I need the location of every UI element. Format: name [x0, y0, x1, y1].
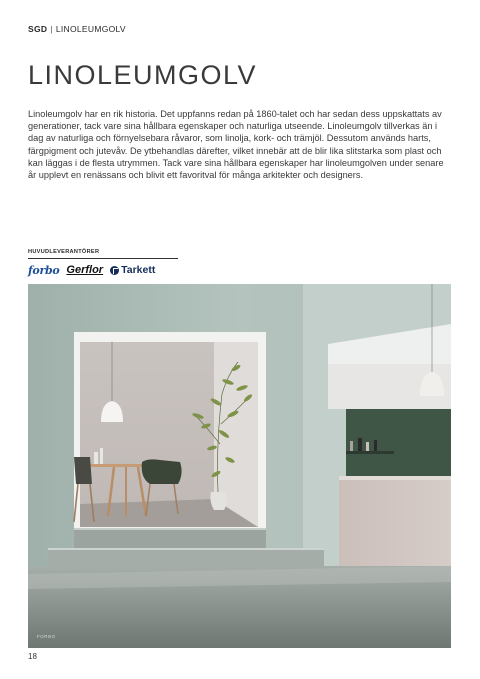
supplier-logos [28, 262, 155, 278]
photo-credit: FORBO [37, 634, 56, 639]
page-number: 18 [28, 652, 37, 661]
tarkett-logo-text: Tarkett [121, 264, 156, 276]
intro-paragraph: Linoleumgolv har en rik historia. Det uppfanns redan på 1860-talet och har sedan dess uppskattats av generationer, tack vare sina hållbara egenskaper och naturliga utseende. Linoleumgolv tillverkas än i dag av naturliga och förnyelsebara råvaror, som linolja, kork- och trämjöl. Dessutom används harts, färgpigment och jutevåv. De ytbehandlas därefter, vilket innebär att de blir lika slitstarka som plast och kan läggas i de flesta utrymmen. Tack vare sina hållbara egenskaper har linoleumgolven under senare år upplevt en renässans och blivit ett favoritval för många arkitekter och designers. [28, 109, 444, 181]
tarkett-logo [110, 264, 155, 276]
tarkett-mark-icon [110, 266, 119, 275]
header-brand: SGD [28, 24, 48, 34]
suppliers-divider [28, 258, 178, 259]
page-title: LINOLEUMGOLV [28, 60, 258, 90]
gerflor-logo: Gerflor [66, 264, 104, 276]
forbo-logo: forbo [28, 263, 60, 277]
header-section: LINOLEUMGOLV [55, 24, 126, 34]
suppliers-label: HUVUDLEVERANTÖRER [28, 249, 100, 255]
interior-photo [28, 284, 451, 648]
header-separator: | [50, 24, 53, 34]
page-header [28, 24, 126, 34]
